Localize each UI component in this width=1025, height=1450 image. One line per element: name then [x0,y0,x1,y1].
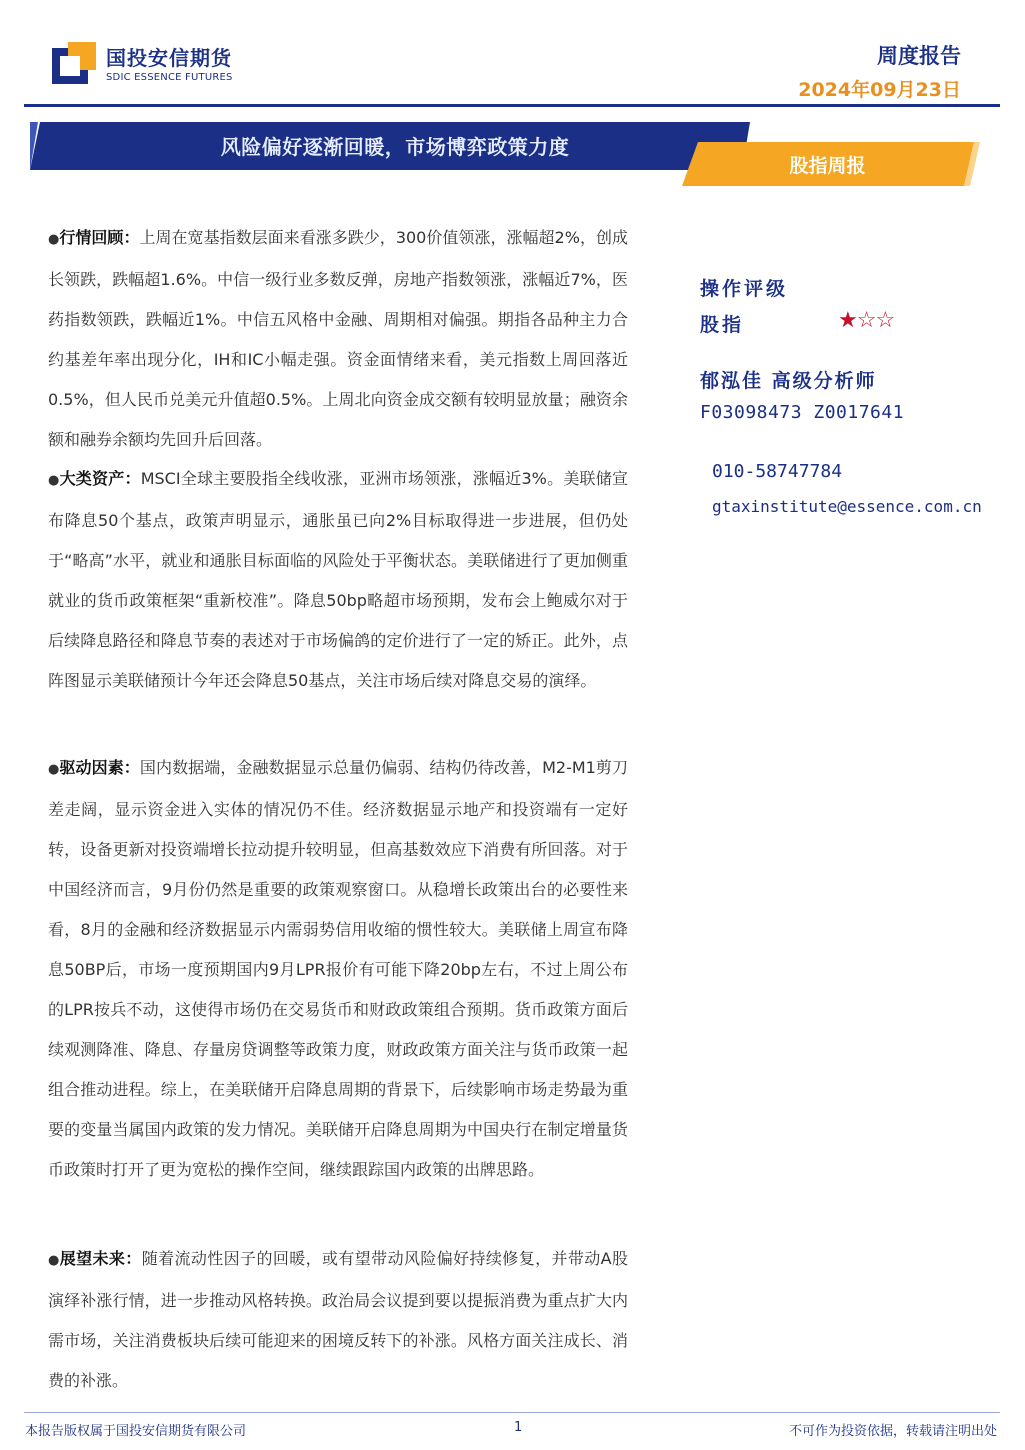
section-heading: 行情回顾： [59,228,140,247]
bullet-icon: ● [48,473,60,488]
header-divider [24,104,1000,107]
section-text: 随着流动性因子的回暖，或有望带动风险偏好持续修复，并带动A股演绎补涨行情，进一步推动风格转换。政治局会议提到要以提振消费为重点扩大内需市场，关注消费板块后续可能迎来的困境反转下的补涨。风格方面关注成长、消费的补涨。 [48,1249,628,1390]
section-text: 国内数据端，金融数据显示总量仍偏弱、结构仍待改善，M2-M1剪刀差走阔，显示资金进入实体的情况仍不佳。经济数据显示地产和投资端有一定好转，设备更新对投资端增长拉动提升较明显，但高基数效应下消费有所回落。对于中国经济而言，9月份仍然是重要的政策观察窗口。从稳增长政策出台的必要性来看，8月的金融和经济数据显示内需弱势信用收缩的惯性较大。美联储上周宣布降息50BP后，市场一度预期国内9月LPR报价有可能下降20bp左右，不过上周公布的LPR按兵不动，这使得市场仍在交易货币和财政政策组合预期。货币政策方面后续观测降准、降息、存量房贷调整等政策力度，财政政策方面关注与货币政策一起组合推动进程。综上，在美联储开启降息周期的背景下，后续影响市场走势最为重要的变量当属国内政策的发力情况。美联储开启降息周期为中国央行在制定增量货币政策时打开了更为宽松的操作空间，继续跟踪国内政策的出牌思路。 [48,758,628,1179]
report-type: 周度报告 [877,44,961,68]
footer-copyright: 本报告版权属于国投安信期货有限公司 [25,1424,247,1439]
section-outlook [48,1239,628,1401]
section-heading: 大类资产： [59,469,141,488]
rating-label: 操作评级 [700,278,789,300]
footer-disclaimer: 不可作为投资依据，转载请注明出处 [788,1424,997,1439]
section-text: 上周在宽基指数层面来看涨多跌少，300价值领涨，涨幅超2%，创成长领跌，跌幅超1.6%。中信一级行业多数反弹，房地产指数领涨，涨幅近7%，医药指数领跌，跌幅近1%。中信五风格中金融、周期相对偏强。期指各品种主力合约基差年率出现分化，IH和IC小幅走强。资金面情绪来看，美元指数上周回落近0.5%，但人民币兑美元升值超0.5%。上周北向资金成交额有较明显放量；融资余额和融券余额均先回升后回落。 [48,228,628,449]
report-date: 2024年09月23日 [798,79,961,101]
section-asset-classes [48,459,628,701]
rating-subject: 股指 [700,314,745,336]
section-text: MSCI全球主要股指全线收涨，亚洲市场领涨，涨幅近3%。美联储宣布降息50个基点，政策声明显示，通胀虽已向2%目标取得进一步进展，但仍处于“略高”水平，就业和通胀目标面临的风险处于平衡状态。美联储进行了更加侧重就业的货币政策框架“重新校准”。降息50bp略超市场预期，发布会上鲍威尔对于后续降息路径和降息节奏的表述对于市场偏鸽的定价进行了一定的矫正。此外，点阵图显示美联储预计今年还会降息50基点，关注市场后续对降息交易的演绎。 [48,469,628,690]
section-drivers [48,748,628,1190]
logo-text-cn: 国投安信期货 [106,46,232,70]
section-market-review [48,218,628,460]
company-logo [52,40,242,90]
report-title: 风险偏好逐渐回暖，市场博弈政策力度 [220,135,570,159]
page-number: 1 [514,1420,523,1435]
bullet-icon: ● [48,762,60,777]
section-heading: 驱动因素： [59,758,140,777]
section-heading: 展望未来： [59,1249,142,1268]
analyst-license: F03098473 Z0017641 [700,402,905,423]
logo-mark-icon [52,42,96,84]
rating-stars: ★☆☆ [838,308,895,333]
contact-phone: 010-58747784 [712,461,843,482]
analyst-name: 郁泓佳 高级分析师 [700,370,877,392]
logo-text-en: SDIC ESSENCE FUTURES [106,72,233,83]
bullet-icon: ● [48,1253,60,1268]
report-category: 股指周报 [789,155,866,177]
contact-email[interactable]: gtaxinstitute@essence.com.cn [712,497,982,516]
bullet-icon: ● [48,232,60,247]
footer-divider [24,1412,1000,1413]
